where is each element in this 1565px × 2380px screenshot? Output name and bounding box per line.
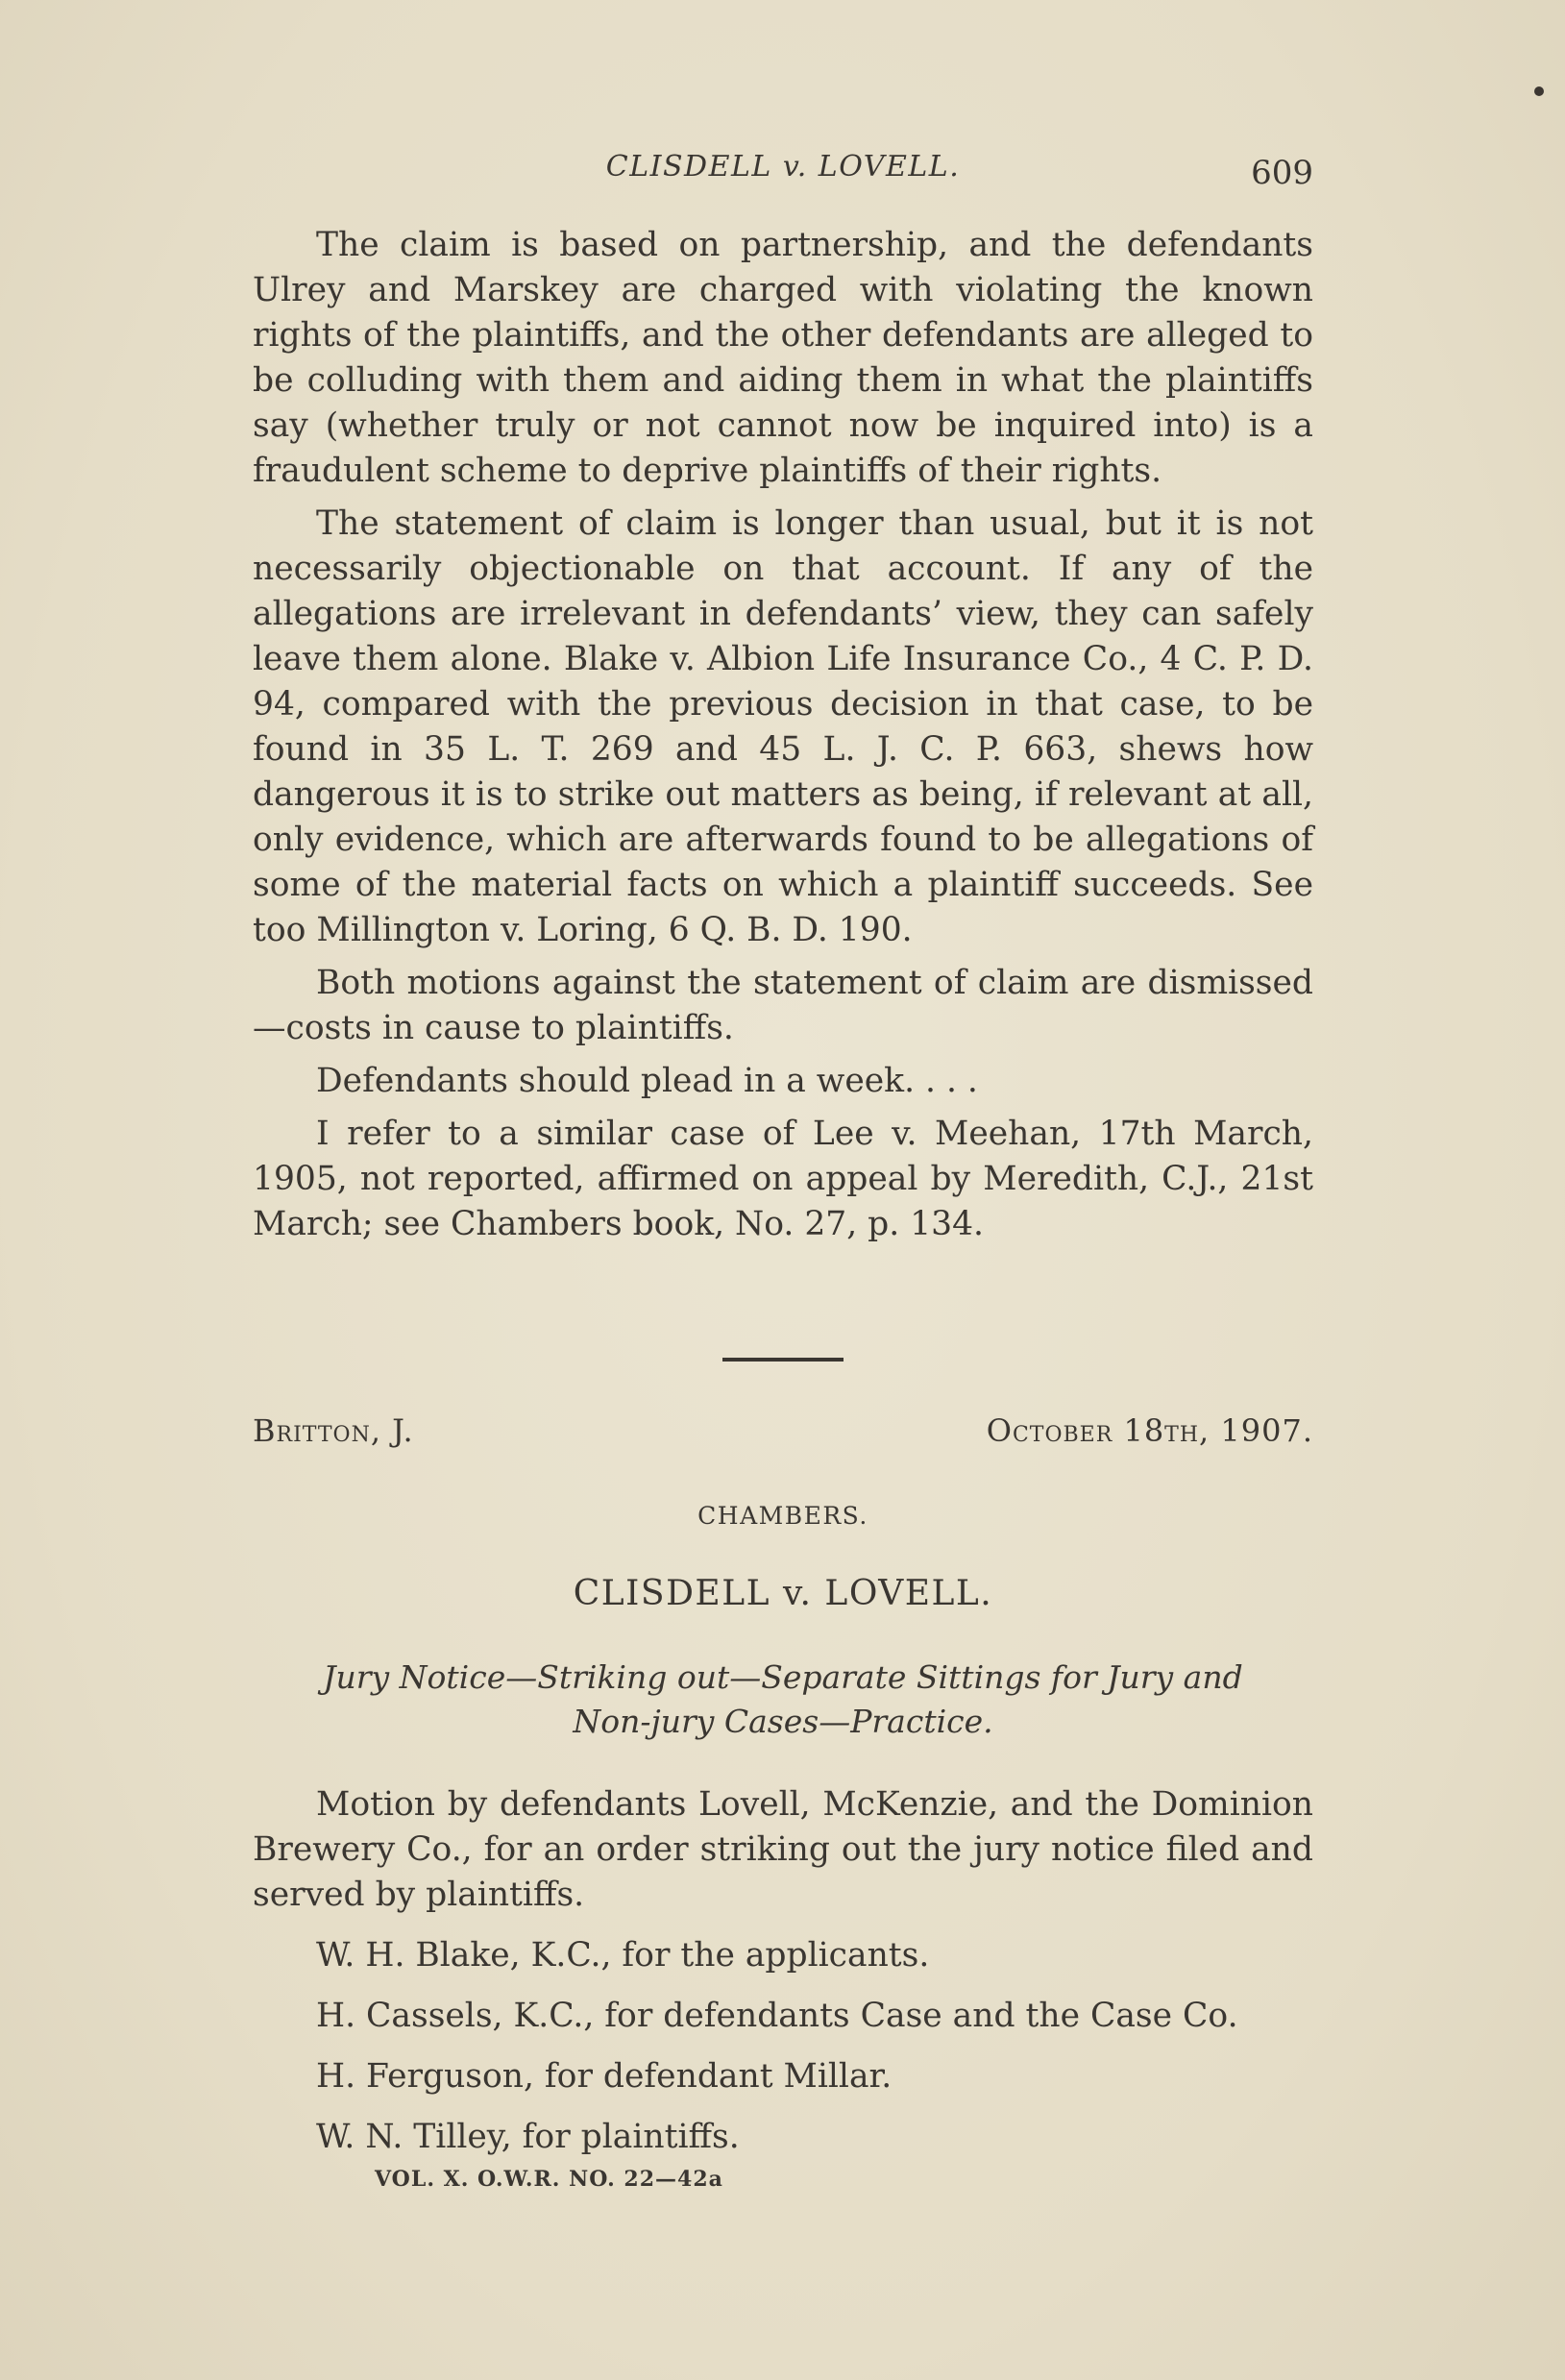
counsel-entry: W. N. Tilley, for plaintiffs. xyxy=(316,2118,740,2156)
decision-date: October 18th, 1907. xyxy=(986,1412,1313,1449)
case-title: CLISDELL v. LOVELL. xyxy=(573,1574,993,1613)
paragraph: The claim is based on partnership, and the defendants Ulrey and Marskey are charged with violating the known rights of the plaintiffs, and the other defendants are alleged to be colluding with them and aiding them in what the plaintiffs say (whether truly or not cannot now be inquired into) is a fraudulent scheme to deprive plaintiffs of their rights. xyxy=(253,226,1313,490)
counsel-entry: H. Ferguson, for defendant Millar. xyxy=(316,2057,893,2096)
headnote xyxy=(253,1656,1313,1744)
paragraph: Both motions against the statement of claim are dismissed—costs in cause to plaintiffs. xyxy=(253,964,1313,1047)
ink-speck xyxy=(1534,86,1544,96)
signature-mark: VOL. X. O.W.R. NO. 22—42a xyxy=(375,2167,723,2192)
motion-text xyxy=(253,1782,1313,1926)
paragraph: The statement of claim is longer than usual, but it is not necessarily objectionable on that account. If any of the allegations are irrelevant in defendants’ view, they can safely leave them alone. Blake v. Albion Life Insurance Co., 4 C. P. D. 94, compared with the previous decision in that case, to be found in 35 L. T. 269 and 45 L. J. C. P. 663, shews how dangerous it is to strike out matters as being, if relevant at all, only evidence, which are afterwards found to be allegations of some of the material facts on which a plaintiff succeeds. See too Millington v. Loring, 6 Q. B. D. 190. xyxy=(253,504,1313,949)
paragraph: Motion by defendants Lovell, McKenzie, and the Dominion Brewery Co., for an order striking out the jury notice filed and served by plaintiffs. xyxy=(253,1785,1313,1914)
judge-date-line xyxy=(253,1412,1313,1460)
headnote-line: Non-jury Cases—Practice. xyxy=(573,1703,993,1740)
paragraph: I refer to a similar case of Lee v. Meehan, 17th March, 1905, not reported, affirmed on appeal by Meredith, C.J., 21st March; see Chambers book, No. 27, p. 134. xyxy=(253,1115,1313,1243)
page-number: 609 xyxy=(1251,154,1313,192)
opinion-text xyxy=(253,223,1313,1255)
running-title: CLISDELL v. LOVELL. xyxy=(605,150,961,184)
counsel-list xyxy=(316,1926,1315,2168)
paragraph: Defendants should plead in a week. . . . xyxy=(316,1062,978,1100)
counsel-entry: H. Cassels, K.C., for defendants Case and the Case Co. xyxy=(316,1997,1238,2035)
counsel-entry: W. H. Blake, K.C., for the applicants. xyxy=(316,1936,930,1975)
section-divider xyxy=(722,1358,844,1362)
headnote-line: Jury Notice—Striking out—Separate Sittings for Jury and xyxy=(323,1658,1243,1696)
judge-name: Britton, J. xyxy=(253,1412,414,1449)
court-heading: CHAMBERS. xyxy=(697,1502,868,1530)
page-header xyxy=(253,144,1313,192)
